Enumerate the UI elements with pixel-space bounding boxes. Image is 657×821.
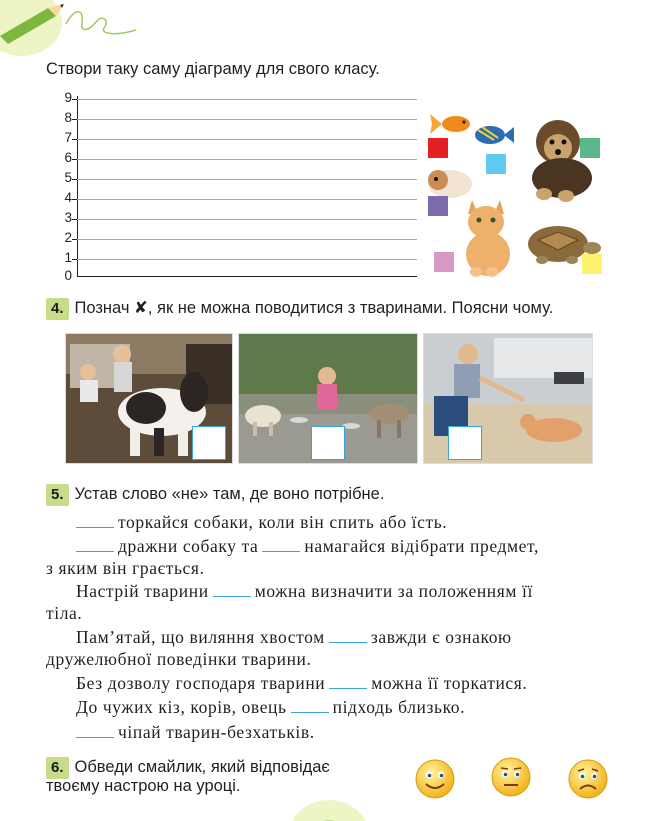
gridline (77, 139, 417, 140)
exercise-line: з яким він грається. (46, 558, 205, 578)
y-tick (72, 199, 77, 200)
exercise-line (76, 580, 533, 602)
answer-blank[interactable] (76, 723, 114, 738)
y-tick-label: 6 (64, 150, 72, 165)
line-text: торкайся собаки, коли він спить або їсть. (118, 512, 448, 532)
task6-text-line1: Обведи смайлик, який відповідає (74, 758, 330, 776)
task5-text: Устав слово «не» там, де воно потрібне. (74, 485, 385, 503)
photo-girl-feeding (238, 333, 418, 464)
legend-swatch[interactable] (486, 154, 506, 174)
legend-swatch[interactable] (582, 254, 602, 274)
line-text: підходь близько. (332, 697, 466, 717)
answer-checkbox[interactable] (311, 426, 345, 460)
smiley-neutral-icon[interactable] (491, 757, 531, 797)
exercise-line (76, 626, 512, 648)
gridline (77, 239, 417, 240)
answer-blank[interactable] (329, 674, 367, 689)
photo-children-pony (65, 333, 233, 464)
answer-blank[interactable] (213, 582, 251, 597)
exercise-line (76, 721, 315, 743)
line-text: чіпай тварин-безхатьків. (118, 722, 315, 742)
line-text: Пам’ятай, що виляння хвостом (76, 627, 325, 647)
task6-text-line2: твоєму настрою на уроці. (46, 777, 241, 795)
line-text: До чужих кіз, корів, овець (76, 697, 287, 717)
kitten-icon (456, 192, 520, 278)
task-number: 4. (46, 298, 69, 320)
page-badge-icon (286, 800, 372, 821)
gridline (77, 159, 417, 160)
page-number-decoration (286, 800, 372, 821)
smiley-happy-icon[interactable] (415, 759, 455, 799)
task5-header (46, 484, 384, 506)
animal-legend (422, 108, 612, 284)
y-tick-label: 8 (64, 110, 72, 125)
exercise-line (76, 696, 465, 718)
legend-swatch[interactable] (428, 196, 448, 216)
y-tick-label: 7 (64, 130, 72, 145)
legend-swatch[interactable] (434, 252, 454, 272)
y-tick-label: 1 (64, 250, 72, 265)
exercise-line (76, 672, 527, 694)
task3-instruction: Створи таку саму діаграму для свого класу. (46, 60, 380, 78)
y-tick (72, 179, 77, 180)
gridline (77, 259, 417, 260)
y-tick-label: 0 (64, 268, 72, 283)
empty-diagram[interactable] (60, 90, 422, 283)
exercise-line (76, 511, 447, 533)
answer-blank[interactable] (76, 513, 114, 528)
answer-checkbox[interactable] (192, 426, 226, 460)
photo-girl-cat (423, 333, 593, 464)
y-tick-label: 9 (64, 90, 72, 105)
header-decoration (0, 0, 160, 60)
task-number: 5. (46, 484, 69, 506)
task-number: 6. (46, 757, 69, 779)
exercise-line (76, 535, 539, 557)
y-tick-label: 5 (64, 170, 72, 185)
line-text: Настрій тварини (76, 581, 209, 601)
line-text: дражни собаку та (118, 536, 259, 556)
y-tick-label: 4 (64, 190, 72, 205)
gridline (77, 199, 417, 200)
x-axis (77, 276, 417, 277)
gridline (77, 219, 417, 220)
line-text: намагайся відібрати предмет, (304, 536, 539, 556)
line-text: завжди є ознакою (370, 627, 512, 647)
y-tick (72, 159, 77, 160)
exercise-line: дружелюбної поведінки тварини. (46, 649, 312, 669)
puppy-icon (522, 112, 602, 204)
legend-swatch[interactable] (428, 138, 448, 158)
line-text: Без дозволу господаря тварини (76, 673, 326, 693)
y-axis (77, 96, 78, 276)
y-tick (72, 219, 77, 220)
gridline (77, 179, 417, 180)
smiley-sad-icon[interactable] (568, 759, 608, 799)
tropical-fish-icon (470, 122, 514, 148)
line-text: можна її торкатися. (371, 673, 528, 693)
answer-blank[interactable] (329, 628, 367, 643)
pencil-icon (0, 0, 160, 60)
y-tick (72, 119, 77, 120)
gridline (77, 99, 417, 100)
y-tick-label: 3 (64, 210, 72, 225)
answer-checkbox[interactable] (448, 426, 482, 460)
legend-swatch[interactable] (580, 138, 600, 158)
gridline (77, 119, 417, 120)
y-tick (72, 239, 77, 240)
answer-blank[interactable] (76, 537, 114, 552)
task4-header (46, 298, 553, 320)
y-tick (72, 259, 77, 260)
task4-text: Познач ✘, як не можна поводитися з тваринами. Поясни чому. (74, 299, 554, 317)
answer-blank[interactable] (291, 698, 329, 713)
y-tick-label: 2 (64, 230, 72, 245)
y-tick (72, 139, 77, 140)
exercise-line: тіла. (46, 603, 83, 623)
y-tick (72, 99, 77, 100)
answer-blank[interactable] (262, 537, 300, 552)
line-text: можна визначити за положенням її (254, 581, 533, 601)
